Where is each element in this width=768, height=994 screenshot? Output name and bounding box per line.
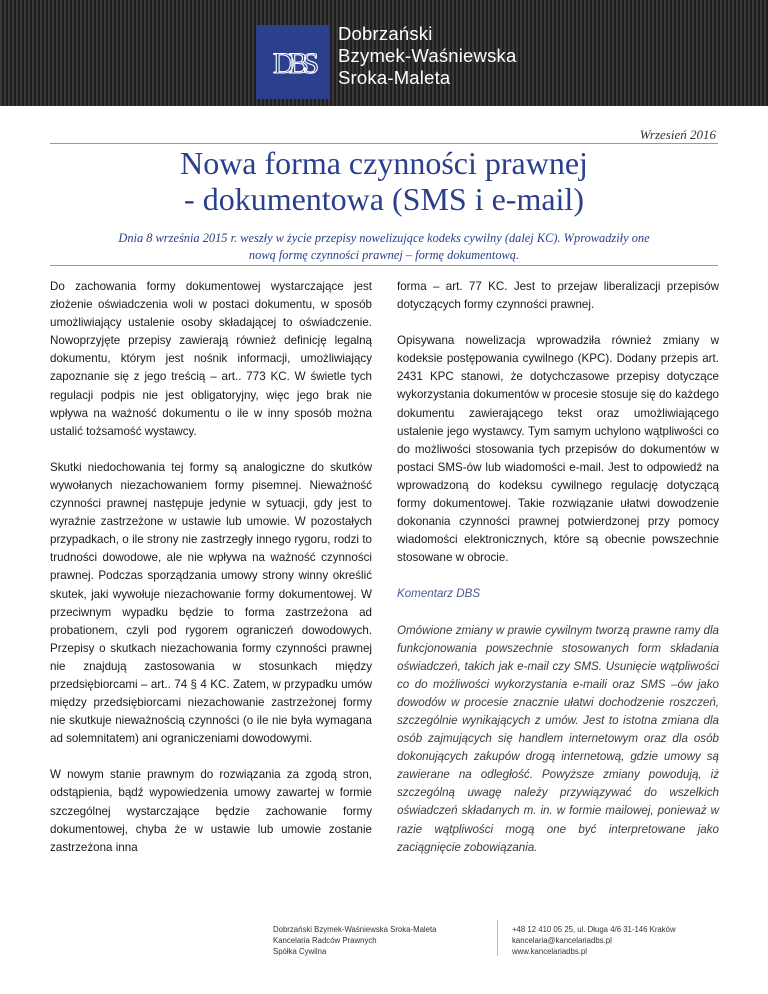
footer-line: Kancelaria Radców Prawnych xyxy=(273,936,377,945)
body-paragraph: forma – art. 77 KC. Jest to przejaw liberalizacji przepisów dotyczących formy czynności prawnej. xyxy=(397,280,719,312)
dbs-commentary xyxy=(397,585,719,856)
footer-phone-address: +48 12 410 05 25, ul. Długa 4/6 31-146 Kraków xyxy=(512,925,676,934)
lead-line: nową formę czynności prawnej – formę dokumentową. xyxy=(248,248,520,262)
commentary-title: Komentarz DBS xyxy=(397,587,481,601)
issue-date: Wrzesień 2016 xyxy=(639,127,716,142)
svg-text:DBS: DBS xyxy=(272,47,314,80)
firm-name-line: Sroka-Maleta xyxy=(338,67,451,88)
footer-line: Spółka Cywilna xyxy=(273,947,327,956)
title-top-divider xyxy=(50,143,718,144)
lead-line: Dnia 8 września 2015 r. weszły w życie przepisy nowelizujące kodeks cywilny (dalej KC). Wprowadziły one xyxy=(118,231,650,245)
footer-firm-info xyxy=(273,924,437,957)
body-paragraph: Do zachowania formy dokumentowej wystarczające jest złożenie oświadczenia woli w postaci dokumentu, w sposób umożliwiający ustalenie osoby składającej to oświadczenie. Nowoprzyjęte przepisy zawierają również definicję legalną dokumentu, którym jest nośnik informacji, umożliwiający zapoznanie się z jego treścią – art.. 773 KC. W świetle tych regulacji podpis nie jest obligatoryjny, więc jego brak nie wpływa na ważność dokumentu o ile w inny sposób można ustalić tożsamość wystawcy. xyxy=(50,280,372,438)
footer-website: www.kancelariadbs.pl xyxy=(512,947,587,956)
body-paragraph: Opisywana nowelizacja wprowadziła również zmiany w kodeksie postępowania cywilnego (KPC). Dodany przepis art. 2431 KPC stanowi, że dotychczasowe przepisy dotyczące wykorzystania dokumentów w procesie stosuje się do każdego dokumentu zawierającego tekst oraz umożliwiającego ustalenie jego wystawcy. Tym samym uchylono wątpliwości co do możliwości stosowania tych przepisów do dokumentów w postaci SMS-ów lub wiadomości e-mail. Jest to odpowiedź na wprowadzoną do kodeksu cywilnego regulację dotyczącą formy dokumentowej. Takie rozwiązanie ułatwi dowodzenie dokonania czynności prawnej potwierdzonej przy pomocy wiadomości elektronicznych, które są obecnie powszechnie stosowane w obrocie. xyxy=(397,334,719,565)
body-paragraph: W nowym stanie prawnym do rozwiązania za zgodą stron, odstąpienia, bądź wypowiedzenia umowy zawartej w formie szczególnej wystarczające będzie zachowanie formy dokumentowej, chyba że w ustawie lub umowie zostanie zastrzeżona inna xyxy=(50,768,372,854)
commentary-body: Omówione zmiany w prawie cywilnym tworzą prawne ramy dla funkcjonowania powszechnie stosowanych form składania oświadczeń, takich jak e-mail czy SMS. Usunięcie wątpliwości co do możliwości wykorzystania e-maili oraz SMS –ów jako dowodów w procesie znacznie ułatwi dochodzenie roszczeń, szczególnie wynikających z umów. Jest to istotna zmiana dla osób zajmujących się handlem internetowym oraz dla osób dokonujących zakupów drogą internetową, gdzie umowy są zawierane na odległość. Powyższe zmiany powodują, iż szczególną uwagę należy przywiązywać do wszelkich oświadczeń składanych m. in. w formie mailowej, ponieważ w razie wątpliwości mogą one być interpretowane jako zaciągnięcie zobowiązania. xyxy=(397,623,719,854)
firm-name xyxy=(338,23,517,89)
firm-name-line: Dobrzański xyxy=(338,23,433,44)
footer-contact xyxy=(512,924,676,957)
right-column xyxy=(397,278,719,875)
footer-line: Dobrzański Bzymek-Waśniewska Sroka-Maleta xyxy=(273,925,437,934)
article-title xyxy=(50,145,718,217)
body-paragraph: Skutki niedochowania tej formy są analogiczne do skutków wywołanych niezachowaniem formy pisemnej. Nieważność czynności prawnej następuje jedynie w sytuacji, gdy jest to wyraźnie zastrzeżone w ustawie lub umowie. W pozostałych przypadkach, o ile strony nie zastrzegły innego rygoru, rodzi to trudności dowodowe, ale nie wpływa na ważność czynności prawnej. Podczas sporządzania umowy strony winny określić skutek, jaki wywołuje niezachowanie formy dokumentowej. W przeciwnym wypadku będzie to forma zastrzeżona ad probationem, czyli pod rygorem ograniczeń dowodowych. Przepisy o skutkach niezachowania formy czynności prawnej nie znajdują zastosowania w stosunkach między przedsiębiorcami – art.. 74 § 4 KC. Zatem, w przypadku umów między przedsiębiorcami niezachowanie zastrzeżonej formy nie skutkuje nieważnością czynności (o ile nie była wymagana ad solemnitatem) ani ograniczeniami dowodowymi. xyxy=(50,460,372,746)
dbs-logo xyxy=(256,25,330,99)
lead-paragraph xyxy=(70,230,698,264)
header-banner xyxy=(0,0,768,106)
footer-email: kancelaria@kancelariadbs.pl xyxy=(512,936,612,945)
firm-name-line: Bzymek-Waśniewska xyxy=(338,45,517,66)
left-column xyxy=(50,278,372,875)
lead-bottom-divider xyxy=(50,265,718,266)
article-title-line: - dokumentowa (SMS i e-mail) xyxy=(184,181,584,217)
article-title-line: Nowa forma czynności prawnej xyxy=(180,145,588,181)
footer-divider xyxy=(497,920,498,956)
dbs-monogram-icon xyxy=(261,42,325,82)
